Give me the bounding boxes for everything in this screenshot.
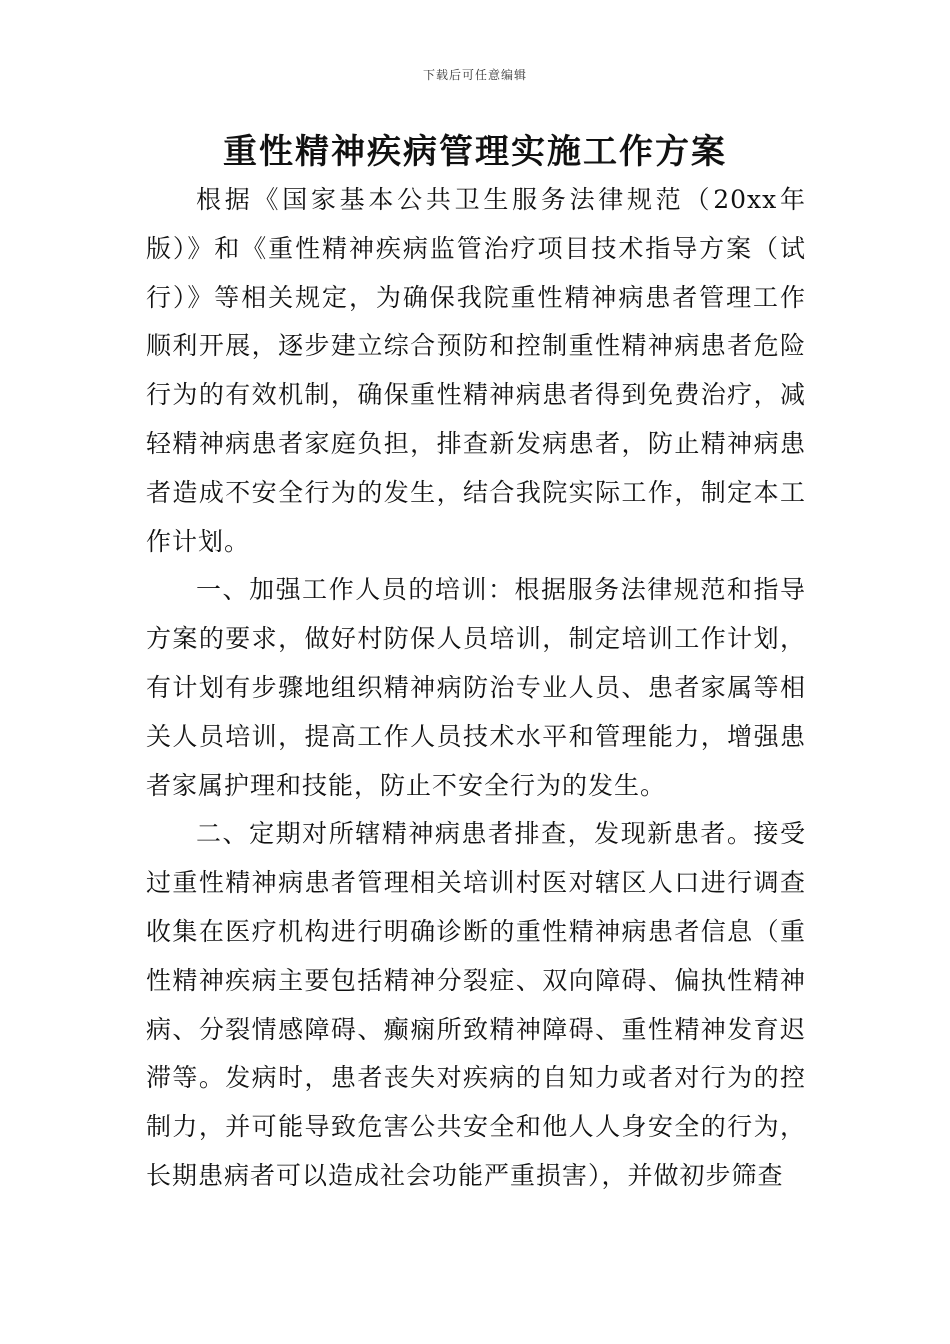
paragraph-intro: 根据《国家基本公共卫生服务法律规范（20xx年版）》和《重性精神疾病监管治疗项目技术指导方案（试行）》等相关规定，为确保我院重性精神病患者管理工作顺利开展，逐步建立综合预防和控制重性精神病患者危险行为的有效机制，确保重性精神病患者得到免费治疗，减轻精神病患者家庭负担，排查新发病患者，防止精神病患者造成不安全行为的发生，结合我院实际工作，制定本工作计划。 [146, 185, 806, 556]
paragraph-section-2: 二、定期对所辖精神病患者排查，发现新患者。接受过重性精神病患者管理相关培训村医对辖区人口进行调查收集在医疗机构进行明确诊断的重性精神病患者信息（重性精神疾病主要包括精神分裂症、双向障碍、偏执性精神病、分裂情感障碍、癫痫所致精神障碍、重性精神发育迟滞等。发病时，患者丧失对疾病的自知力或者对行为的控制力，并可能导致危害公共安全和他人人身安全的行为，长期患病者可以造成社会功能严重损害），并做初步筛查 [146, 819, 806, 1190]
document-title: 重性精神疾病管理实施工作方案 [223, 132, 727, 172]
paragraph-section-1: 一、加强工作人员的培训：根据服务法律规范和指导方案的要求，做好村防保人员培训，制定培训工作计划，有计划有步骤地组织精神病防治专业人员、患者家属等相关人员培训，提高工作人员技术水平和管理能力，增强患者家属护理和技能，防止不安全行为的发生。 [146, 575, 806, 800]
header-note: 下载后可任意编辑 [422, 68, 527, 82]
document-body [146, 176, 806, 1201]
